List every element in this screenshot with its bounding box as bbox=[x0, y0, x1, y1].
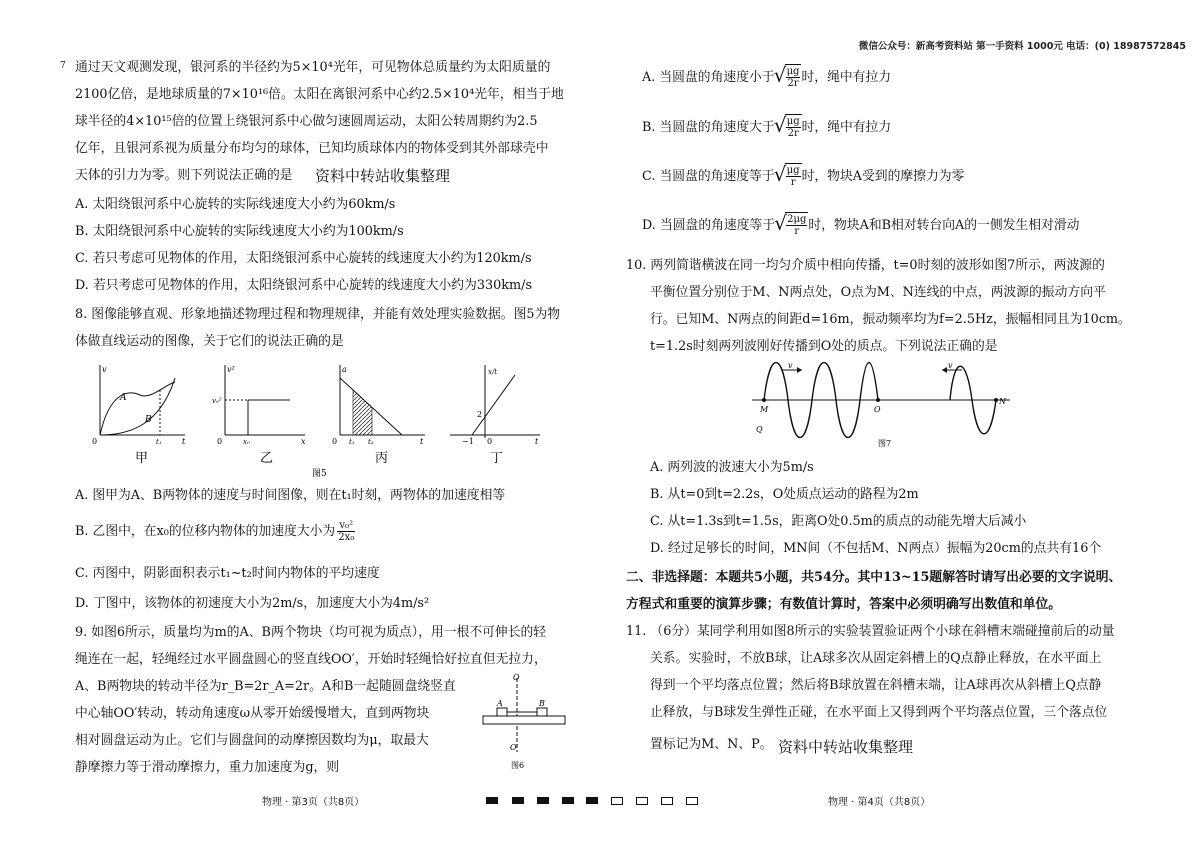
yi-v0: v₀² bbox=[212, 397, 222, 405]
graph-ding bbox=[450, 365, 540, 466]
fig7-v-left: v bbox=[788, 361, 793, 370]
q10-line-3: 行。已知M、N两点的间距d=16m，振动频率均为f=2.5Hz，振幅相同且为10cm。 bbox=[650, 312, 1131, 327]
q9-line-6: 静摩擦力等于滑动摩擦力，重力加速度为g，则 bbox=[75, 760, 340, 775]
figure-6-caption: 图6 bbox=[511, 761, 525, 770]
footer-mark bbox=[537, 797, 549, 804]
q11-line-5: 置标记为M、N、P。 bbox=[650, 737, 773, 752]
q9-line-2: 绳连在一起，轻绳经过水平圆盘圆心的竖直线OO′，开始时轻绳恰好拉直但无拉力， bbox=[75, 652, 547, 667]
q10-line-2: 平衡位置分别位于M、N两点处，O点为M、N连线的中点，两波源的振动方向平 bbox=[650, 285, 1106, 300]
bing-t1: t₁ bbox=[349, 438, 355, 446]
bing-t2: t₂ bbox=[368, 438, 374, 446]
fig7-q: Q bbox=[756, 425, 763, 434]
graph-yi bbox=[212, 365, 306, 466]
q9-c-post: 时，物块A受到的摩擦力为零 bbox=[801, 169, 965, 184]
graph-label-jia: 甲 bbox=[135, 451, 149, 466]
ding-intercept: 2 bbox=[477, 410, 483, 419]
ding-minus-one: −1 bbox=[462, 437, 474, 446]
q9-option-d bbox=[642, 212, 1079, 239]
q10-line-4: t=1.2s时刻两列波刚好传播到O处的质点。下列说法正确的是 bbox=[650, 339, 998, 354]
q10-option-b: B. 从t=0到t=2.2s，O处质点运动的路程为2m bbox=[650, 487, 919, 502]
footer-mark bbox=[686, 797, 698, 805]
ding-y-label: x/t bbox=[488, 368, 498, 376]
page-3-footer: 物理 · 第3页（共8页） bbox=[262, 797, 365, 808]
jia-t1: t₁ bbox=[156, 438, 162, 446]
q8-line-2: 体做直线运动的图像，关于它们的说法正确的是 bbox=[75, 334, 344, 349]
q9-line-4: 中心轴OO′转动，转动角速度ω从零开始缓慢增大，直到两物块 bbox=[75, 706, 430, 721]
q8-b-denominator: 2x₀ bbox=[338, 532, 355, 543]
footer-mark bbox=[562, 797, 574, 804]
q9-a-den: 2r bbox=[787, 78, 799, 89]
q9-line-3: A、B两物块的转动半径为r_B=2r_A=2r。A和B一起随圆盘绕竖直 bbox=[75, 679, 456, 694]
q7-option-d: D. 若只考虑可见物体的作用，太阳绕银河系中心旋转的线速度大小约为330km/s bbox=[75, 278, 533, 293]
q9-option-a bbox=[642, 64, 891, 91]
figure-5-caption: 图5 bbox=[312, 469, 327, 479]
jia-x-label: t bbox=[182, 437, 186, 446]
q10-option-a: A. 两列波的波速大小为5m/s bbox=[650, 460, 814, 475]
q8-option-a: A. 图甲为A、B两物体的速度与时间图像，则在t₁时刻，两物体的加速度相等 bbox=[75, 488, 506, 503]
q7-line-5: 天体的引力为零。则下列说法正确的是 bbox=[75, 168, 293, 183]
q9-d-den: r bbox=[794, 226, 800, 237]
bing-y-label: a bbox=[342, 365, 347, 374]
section-2-line-1: 二、非选择题：本题共5小题，共54分。其中13~15题解答时请写出必要的文字说明、 bbox=[626, 570, 1122, 585]
q9-b-post: 时，绳中有拉力 bbox=[801, 120, 892, 135]
q7-line-3: 球半径的4×10¹⁵倍的位置上绕银河系中心做匀速圆周运动，太阳公转周期约为2.5 bbox=[75, 114, 538, 129]
ding-x-label: t bbox=[535, 437, 539, 446]
fig7-n: N bbox=[999, 397, 1006, 406]
fig7-v-right: v bbox=[948, 361, 953, 370]
q9-c-text: C. 当圆盘的角速度等于 bbox=[642, 169, 775, 184]
q9-d-sqrt bbox=[785, 212, 808, 239]
fig6-b: B bbox=[539, 699, 545, 708]
q9-c-den: r bbox=[790, 177, 796, 188]
bing-x-label: t bbox=[420, 437, 424, 446]
q9-d-num: √ 2μg bbox=[787, 214, 807, 225]
q7-option-a: A. 太阳绕银河系中心旋转的实际线速度大小约为60km/s bbox=[75, 197, 396, 212]
footer-mark bbox=[611, 797, 623, 805]
figure-7-caption: 图7 bbox=[878, 439, 892, 448]
fig6-o-bottom: O′ bbox=[510, 743, 519, 752]
q10-option-c: C. 从t=1.3s到t=1.5s，距离O处0.5m的质点的动能先增大后减小 bbox=[650, 514, 1027, 529]
q9-a-post: 时，绳中有拉力 bbox=[801, 70, 892, 85]
fig7-m: M bbox=[760, 405, 769, 414]
figure-6 bbox=[475, 672, 575, 772]
footer-mark bbox=[661, 797, 673, 805]
q7-option-b: B. 太阳绕银河系中心旋转的实际线速度大小约为100km/s bbox=[75, 224, 404, 239]
q7-option-c: C. 若只考虑可见物体的作用，太阳绕银河系中心旋转的线速度大小约为120km/s bbox=[75, 251, 532, 266]
fig6-a: A bbox=[497, 699, 503, 708]
footer-mark bbox=[486, 797, 498, 804]
q8-option-b-fraction bbox=[337, 520, 355, 543]
q7-line-2: 2100亿倍，是地球质量的7×10¹⁶倍。太阳在离银河系中心约2.5×10⁴光年，相当于地 bbox=[75, 87, 564, 102]
yi-x0: x₀ bbox=[243, 438, 250, 446]
graph-label-ding: 丁 bbox=[490, 451, 504, 466]
q9-a-text: A. 当圆盘的角速度小于 bbox=[642, 70, 775, 85]
graph-jia bbox=[92, 365, 186, 466]
watermark-stamp-right: 资料中转站收集整理 bbox=[778, 738, 914, 756]
q11-line-2: 关系。实验时，不放B球，让A球多次从固定斜槽上的Q点静止释放，在水平面上 bbox=[650, 651, 1102, 666]
graph-bing bbox=[332, 365, 425, 466]
yi-y-label: v² bbox=[227, 365, 235, 374]
q9-b-num: √ μg bbox=[786, 116, 800, 127]
header-contact: 微信公众号：新高考资料站 第一手资料 1000元 电话：(0) 18987572845 bbox=[858, 41, 1186, 52]
section-2-line-2: 方程式和重要的演算步骤；有数值计算时，答案中必须明确写出数值和单位。 bbox=[626, 597, 1062, 612]
graph-label-bing: 丙 bbox=[375, 451, 389, 466]
q10-option-d: D. 经过足够长的时间，MN间（不包括M、N两点）振幅为20cm的点共有16个 bbox=[650, 541, 1102, 556]
jia-curve-a: A bbox=[120, 393, 127, 403]
footer-mark bbox=[586, 797, 598, 804]
q9-b-text: B. 当圆盘的角速度大于 bbox=[642, 120, 775, 135]
page-4-footer: 物理 · 第4页（共8页） bbox=[828, 797, 931, 808]
ding-origin: 0 bbox=[487, 437, 493, 446]
q7-line-4: 亿年，且银河系视为质量分布均匀的球体，已知均质球体内的物体受到其外部球壳中 bbox=[75, 141, 549, 156]
q9-c-num: √ μg bbox=[786, 165, 800, 176]
figure-7 bbox=[752, 360, 1022, 452]
jia-y-label: v bbox=[102, 365, 107, 374]
q7-number: 7 bbox=[60, 61, 66, 71]
q8-option-d: D. 丁图中，该物体的初速度大小为2m/s，加速度大小为4m/s² bbox=[75, 596, 430, 611]
q9-d-post: 时，物块A和B相对转台向A的一侧发生相对滑动 bbox=[808, 218, 1080, 233]
q9-d-text: D. 当圆盘的角速度等于 bbox=[642, 218, 776, 233]
q9-b-sqrt bbox=[785, 114, 802, 141]
yi-origin: 0 bbox=[217, 437, 223, 446]
q9-b-den: 2r bbox=[787, 128, 799, 139]
fig6-o-top: O bbox=[513, 673, 520, 682]
q9-a-sqrt bbox=[785, 64, 802, 91]
watermark-stamp-left: 资料中转站收集整理 bbox=[315, 167, 451, 185]
q8-option-c: C. 丙图中，阴影面积表示t₁~t₂时间内物体的平均速度 bbox=[75, 566, 380, 581]
footer-mark bbox=[512, 797, 524, 804]
jia-curve-b: B bbox=[145, 415, 152, 425]
q11-line-1: 11. （6分）某同学利用如图8所示的实验装置验证两个小球在斜槽末端碰撞前后的动量 bbox=[626, 624, 1115, 639]
q9-c-sqrt bbox=[785, 163, 802, 190]
q10-line-1: 10. 两列简谐横波在同一均匀介质中相向传播，t=0时刻的波形如图7所示，两波源的 bbox=[626, 258, 1105, 273]
q9-option-b bbox=[642, 114, 891, 141]
q9-a-num: √ μg bbox=[786, 66, 800, 77]
q9-line-5: 相对圆盘运动为止。它们与圆盘间的动摩擦因数均为μ，取最大 bbox=[75, 733, 429, 748]
q8-b-numerator: v₀² bbox=[337, 520, 355, 532]
graph-label-yi: 乙 bbox=[260, 451, 274, 466]
figure-5 bbox=[90, 360, 550, 480]
bing-origin: 0 bbox=[332, 437, 338, 446]
q9-line-1: 9. 如图6所示，质量均为m的A、B两个物块（均可视为质点），用一根不可伸长的轻 bbox=[75, 625, 547, 640]
q7-line-1: 通过天文观测发现，银河系的半径约为5×10⁴光年，可见物体总质量约为太阳质量的 bbox=[75, 60, 551, 75]
q8-line-1: 8. 图像能够直观、形象地描述物理过程和物理规律，并能有效处理实验数据。图5为物 bbox=[75, 307, 561, 322]
q11-line-4: 止释放，与B球发生弹性正碰，在水平面上又得到两个平均落点位置，三个落点位 bbox=[650, 705, 1108, 720]
jia-origin: 0 bbox=[92, 437, 98, 446]
q8-option-b bbox=[75, 520, 357, 544]
yi-x-label: x bbox=[301, 437, 306, 446]
fig7-o: O bbox=[874, 405, 881, 414]
q9-option-c bbox=[642, 163, 964, 190]
footer-mark bbox=[636, 797, 648, 805]
q8-option-b-text: B. 乙图中，在x₀的位移内物体的加速度大小为 bbox=[75, 524, 336, 539]
q11-line-3: 得到一个平均落点位置；然后将B球放置在斜槽末端，让A球再次从斜槽上Q点静 bbox=[650, 678, 1102, 693]
